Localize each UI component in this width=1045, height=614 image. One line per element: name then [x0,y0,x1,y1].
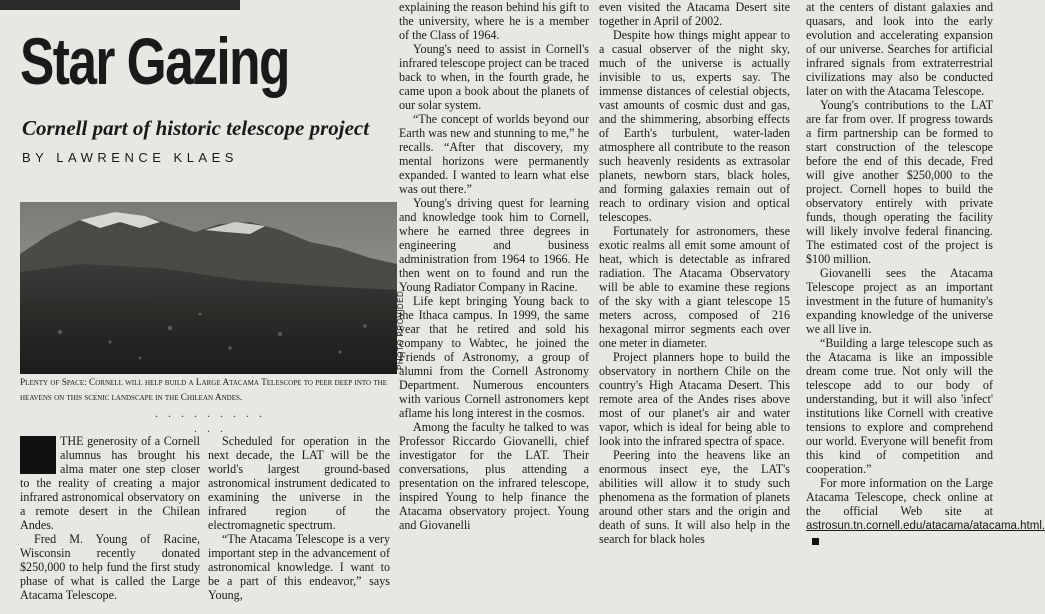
paragraph: Young's driving quest for learning and knowledge took him to Cornell, where he earned three degrees in engineering and business administration from 1964 to 1966. He then went on to found and run the Young Radiator Company in Racine. [399,196,589,294]
paragraph: Life kept bringing Young back to the Ithaca campus. In 1999, the same year that he retired and sold his company to Wabtec, he joined the Friends of Astronomy, a group of alumni from the Cornell Astronomy Department. Numerous encounters with various Cornell astronomers kept aflame his long interest in the cosmos. [399,294,589,420]
paragraph: explaining the reason behind his gift to the university, where he is a member of the Class of 1964. [399,0,589,42]
paragraph: Giovanelli sees the Atacama Telescope project as an important investment in the future of humanity's expanding knowledge of the universe we all live in. [806,266,993,336]
paragraph: Young's need to assist in Cornell's infrared telescope project can be traced back to when, in the fourth grade, he came upon a book about the planets of our solar system. [399,42,589,112]
paragraph: Peering into the heavens like an enormous insect eye, the LAT's abilities will allow it to study such phenomena as the formation of planets around other stars and the origin and death of suns. It will also help in the search for black holes [599,448,790,546]
mountain-landscape-image [20,202,397,374]
header-rule [0,0,240,10]
photo-credit: PHOTO PROVIDED [396,290,405,370]
paragraph: Fred M. Young of Racine, Wisconsin recently donated $250,000 to help fund the first study phase of what is called the Large Atacama Telescope. [20,532,200,602]
drop-cap [20,436,56,474]
column-5 [806,0,1045,547]
paragraph: even visited the Atacama Desert site together in April of 2002. [599,0,790,28]
landscape-photo [20,202,397,374]
paragraph: “Building a large telescope such as the Atacama is like an impossible dream come true. Not only will the telescope add to our body of understanding, but it will also 'infect' institutions like Cornell with creative tensions to explore and comprehend our world. Everyone will benefit from this kind of competition and cooperation.” [806,336,993,476]
headline: Star Gazing [20,24,289,98]
photo-caption: Plenty of Space: Cornell will help build a Large Atacama Telescope to peer deep into the heavens on this scenic landscape in the Chilean Andes. [20,378,388,403]
divider-dots: · · · · · · · · · · · · [154,409,266,438]
paragraph: Project planners hope to build the observatory in northern Chile on the country's High Atacama Desert. This remote area of the Andes rises above most of our planet's air and water vapor, which is ideal for being able to look into the infrared spectra of space. [599,350,790,448]
paragraph: Scheduled for operation in the next decade, the LAT will be the world's largest ground-based astronomical instrument dedicated to examining the universe in the infrared region of the electromagnetic spectrum. [208,434,390,532]
paragraph: Young's contributions to the LAT are far from over. If progress towards a firm partnership can be formed to start construction of the telescope before the end of this decade, Fred will give another $250,000 to the project. Cornell hopes to build the observatory entirely with private funds, though operating the facility will likely involve federal financing. The estimated cost of the project is $100 million. [806,98,993,266]
paragraph: Fortunately for astronomers, these exotic realms all emit some amount of heat, which is detectable as infrared radiation. The Atacama Observatory will be able to examine these regions of the sky with a giant telescope 15 meters across, composed of 216 hexagonal mirror segments each over one meter in diameter. [599,224,790,350]
paragraph: For more information on the Large Atacama Telescope, check online at the official Web site at astrosun.tn.cornell.edu/atacama/atacama.html. [806,476,993,547]
subhead: Cornell part of historic telescope project [22,116,370,140]
paragraph: “The concept of worlds beyond our Earth was new and stunning to me,” he recalls. “After that discovery, my mental horizons were permanently expanded. I wanted to learn what else was out there.” [399,112,589,196]
column-1 [20,434,200,602]
column-2 [208,434,390,602]
paragraph: “The Atacama Telescope is a very important step in the advancement of astronomical knowledge. I want to be a part of this endeavor,” says Young, [208,532,390,602]
paragraph: Despite how things might appear to a casual observer of the night sky, much of the universe is actually invisible to us, experts say. The immense distances of celestial objects, vast amounts of cosmic dust and gas, and the shimmering, absorbing effects of Earth's turbulent, water-laden atmosphere all contribute to the reason such heavenly residents as extrasolar planets, newborn stars, black holes, and forming galaxies remain out of reach to ordinary vision and optical telescopes. [599,28,790,224]
byline: BY LAWRENCE KLAES [22,150,238,165]
paragraph: THE generosity of a Cornell alumnus has brought his alma mater one step closer to the reality of creating a major infrared astronomical observatory on a remote desert in the Chilean Andes. [20,434,200,532]
paragraph: at the centers of distant galaxies and quasars, and look into the early evolution and accelerating expansion of our universe. Searches for artificial infrared signals from extraterrestrial civilizations may also be conducted later on with the Atacama Telescope. [806,0,993,98]
end-mark [812,538,819,545]
website-link[interactable]: astrosun.tn.cornell.edu/atacama/atacama.html. [806,520,1045,532]
paragraph: Among the faculty he talked to was Professor Riccardo Giovanelli, chief investigator for the LAT. Their conversations, plus attending a presentation on the infrared telescope, inspired Young to help finance the Atacama observatory project. Young and Giovanelli [399,420,589,532]
column-3 [399,0,589,532]
column-4 [599,0,790,546]
